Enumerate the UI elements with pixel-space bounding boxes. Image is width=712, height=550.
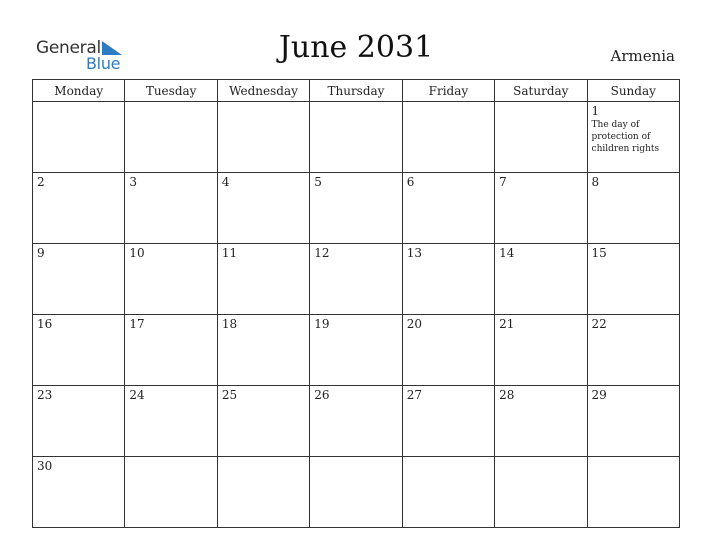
weekday-header-row xyxy=(33,80,680,102)
day-number: 29 xyxy=(591,388,607,402)
day-number: 18 xyxy=(221,317,238,331)
week-row xyxy=(33,173,680,244)
day-number: 22 xyxy=(591,317,607,331)
calendar-body xyxy=(33,102,680,528)
day-cell xyxy=(33,457,125,528)
day-cell xyxy=(310,315,402,386)
weekday-header: Monday xyxy=(33,80,125,102)
day-number: 4 xyxy=(221,175,230,189)
weekday-header: Wednesday xyxy=(217,80,309,102)
brand-word-general: General xyxy=(36,38,101,58)
week-row xyxy=(33,244,680,315)
day-cell xyxy=(495,386,587,457)
day-number: 20 xyxy=(406,317,422,331)
day-number: 6 xyxy=(406,175,415,189)
day-number: 27 xyxy=(406,388,422,402)
day-number: 23 xyxy=(37,388,53,402)
day-cell xyxy=(125,386,217,457)
day-number: 26 xyxy=(314,388,330,402)
week-row xyxy=(33,315,680,386)
day-number: 17 xyxy=(129,317,145,331)
day-cell xyxy=(217,386,309,457)
day-number: 1 xyxy=(591,104,600,118)
day-cell xyxy=(402,244,494,315)
day-cell xyxy=(587,173,679,244)
day-cell xyxy=(495,102,587,173)
day-number: 14 xyxy=(499,246,515,260)
day-cell xyxy=(310,386,402,457)
day-cell xyxy=(495,173,587,244)
weekday-header: Thursday xyxy=(310,80,402,102)
day-cell xyxy=(587,457,679,528)
day-cell xyxy=(125,173,217,244)
weekday-header: Friday xyxy=(402,80,494,102)
day-number: 3 xyxy=(129,175,138,189)
day-cell xyxy=(33,102,125,173)
day-number: 7 xyxy=(499,175,507,189)
day-number: 9 xyxy=(37,246,45,260)
day-cell xyxy=(217,315,309,386)
day-cell xyxy=(217,173,309,244)
day-cell xyxy=(217,244,309,315)
day-cell xyxy=(310,102,402,173)
day-cell xyxy=(33,315,125,386)
day-cell xyxy=(587,386,679,457)
weekday-header: Sunday xyxy=(587,80,679,102)
calendar-grid xyxy=(32,79,680,528)
day-number: 28 xyxy=(499,388,515,402)
day-cell xyxy=(125,244,217,315)
day-number: 8 xyxy=(591,175,600,189)
day-number: 15 xyxy=(591,246,607,260)
day-cell xyxy=(587,102,679,173)
week-row xyxy=(33,102,680,173)
day-cell xyxy=(402,315,494,386)
day-number: 11 xyxy=(221,246,238,260)
day-cell xyxy=(402,102,494,173)
weekday-header: Tuesday xyxy=(125,80,217,102)
holiday-label: The day of protection of children rights xyxy=(591,120,660,154)
day-cell xyxy=(125,102,217,173)
day-cell xyxy=(33,244,125,315)
day-cell xyxy=(33,386,125,457)
page-title: June 2031 xyxy=(278,30,434,65)
day-number: 2 xyxy=(37,175,45,189)
day-cell xyxy=(310,173,402,244)
day-number: 24 xyxy=(129,388,145,402)
day-number: 10 xyxy=(129,246,145,260)
day-cell xyxy=(310,457,402,528)
day-number: 25 xyxy=(221,388,238,402)
day-cell xyxy=(125,315,217,386)
day-number: 16 xyxy=(37,317,53,331)
week-row xyxy=(33,386,680,457)
week-row xyxy=(33,457,680,528)
brand-word-blue: Blue xyxy=(86,54,121,73)
day-number: 30 xyxy=(37,459,53,473)
day-cell xyxy=(402,173,494,244)
day-number: 5 xyxy=(314,175,322,189)
day-cell xyxy=(217,457,309,528)
weekday-header: Saturday xyxy=(495,80,587,102)
day-cell xyxy=(587,244,679,315)
day-cell xyxy=(587,315,679,386)
day-cell xyxy=(33,173,125,244)
day-cell xyxy=(310,244,402,315)
day-number: 19 xyxy=(314,317,330,331)
day-cell xyxy=(217,102,309,173)
day-cell xyxy=(125,457,217,528)
day-number: 21 xyxy=(499,317,515,331)
day-cell xyxy=(495,457,587,528)
day-number: 12 xyxy=(314,246,330,260)
day-number: 13 xyxy=(406,246,422,260)
day-cell xyxy=(402,457,494,528)
country-label: Armenia xyxy=(610,47,675,65)
day-cell xyxy=(402,386,494,457)
day-cell xyxy=(495,244,587,315)
day-cell xyxy=(495,315,587,386)
